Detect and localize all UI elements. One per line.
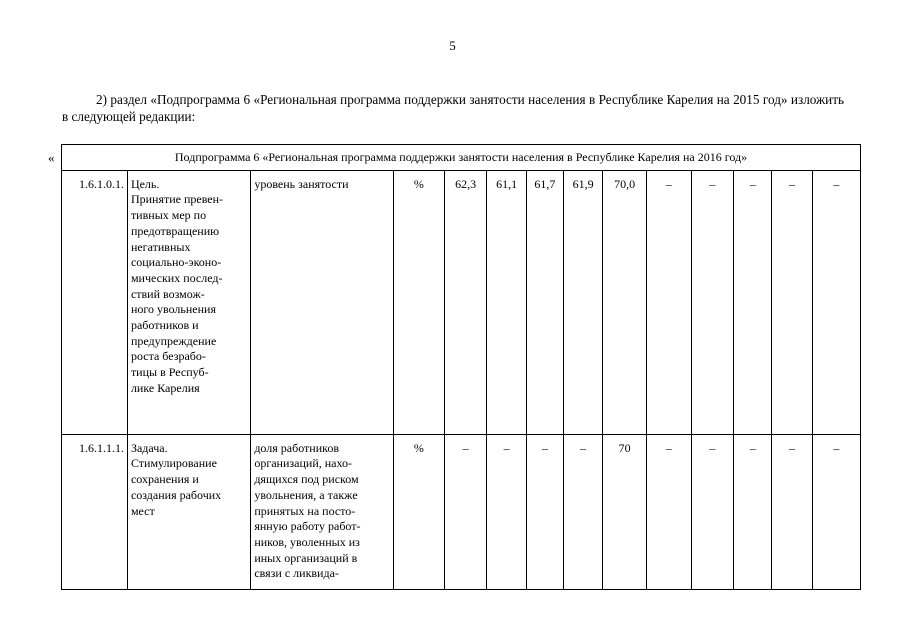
indicator-cell: доля работников организаций, нахо- дящихся под риском увольнения, а также принятых на посто- янную работу работ- ников, уволенных из иных организаций в связи с ликвида- — [251, 434, 394, 589]
page-number: 5 — [449, 38, 456, 53]
value-cell: 62,3 — [444, 170, 487, 434]
value-cell: – — [812, 434, 860, 589]
row-code-cell: 1.6.1.0.1. — [62, 170, 128, 434]
value-cell: 61,1 — [487, 170, 526, 434]
value-cell: – — [734, 434, 772, 589]
opening-quote-mark: « — [48, 150, 55, 165]
unit-cell: % — [393, 434, 444, 589]
table-row — [62, 434, 861, 589]
unit-cell: % — [393, 170, 444, 434]
value-cell: – — [487, 434, 526, 589]
value-cell: 70,0 — [603, 170, 647, 434]
value-cell: – — [772, 434, 812, 589]
value-cell: – — [646, 434, 691, 589]
value-cell: – — [646, 170, 691, 434]
value-cell: – — [812, 170, 860, 434]
table-row — [62, 170, 861, 434]
value-cell: 70 — [603, 434, 647, 589]
value-cell: – — [691, 434, 734, 589]
value-cell: – — [526, 434, 563, 589]
value-cell: – — [444, 434, 487, 589]
value-cell: – — [734, 170, 772, 434]
goal-cell: Цель. Принятие превен- тивных мер по предотвращению негативных социально-эконо- мических послед- ствий возмож- ного увольнения работников и предупреждение роста безрабо- тицы в Респуб- лике Карелия — [127, 170, 250, 434]
value-cell: 61,7 — [526, 170, 563, 434]
indicator-cell: уровень занятости — [251, 170, 394, 434]
value-cell: – — [772, 170, 812, 434]
value-cell: – — [691, 170, 734, 434]
value-cell: 61,9 — [563, 170, 602, 434]
subprogram-title-cell: Подпрограмма 6 «Региональная программа поддержки занятости населения в Республике Карелия на 2016 год» — [62, 145, 861, 171]
intro-paragraph: 2) раздел «Подпрограмма 6 «Региональная программа поддержки занятости населения в Республике Карелия на 2015 год» изложить в следующей редакции: — [62, 92, 844, 124]
value-cell: – — [563, 434, 602, 589]
row-code-cell: 1.6.1.1.1. — [62, 434, 128, 589]
goal-cell: Задача. Стимулирование сохранения и создания рабочих мест — [127, 434, 250, 589]
indicators-table — [61, 144, 861, 590]
table-header-row — [62, 145, 861, 171]
